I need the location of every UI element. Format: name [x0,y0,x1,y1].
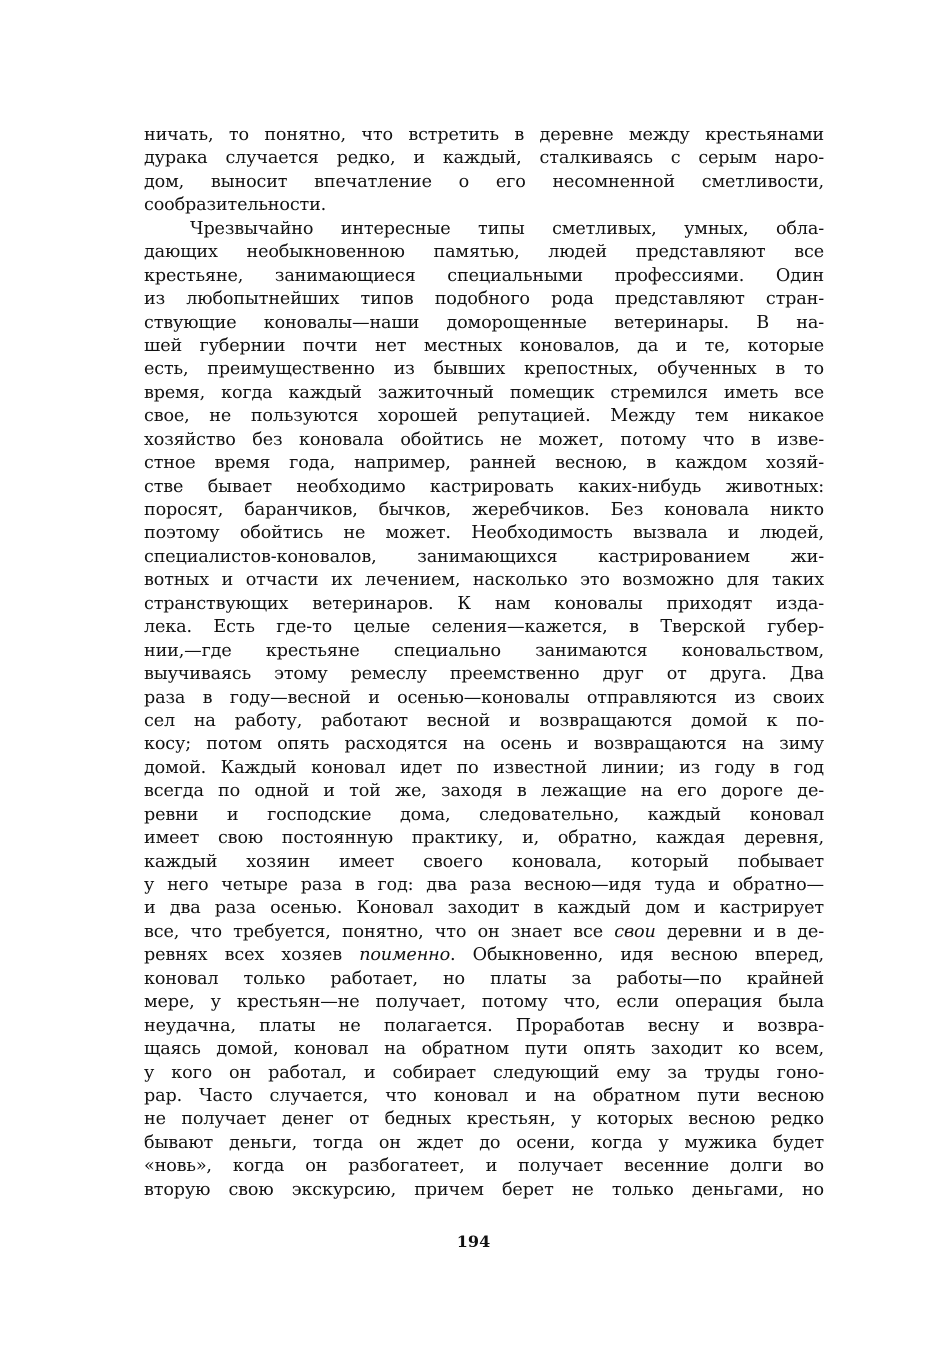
text-line: имеет свою постоянную практику, и, обратно, каждая деревня, [144,828,824,849]
text-line: сел на работу, работают весной и возвращаются домой к по- [144,710,824,731]
text-line: стве бывает необходимо кастрировать каких-нибудь животных: [144,476,824,497]
text-line: лека. Есть где-то целые селения—кажется, в Тверской губер- [144,617,824,638]
text-line: ничать, то понятно, что встретить в деревне между крестьянами [144,125,824,145]
page-number: 194 [456,1232,491,1251]
text-line: всегда по одной и той же, заходя в лежащие на его дороге де- [144,781,824,802]
text-line: каждый хозяин имеет своего коновала, который побывает [144,851,824,872]
text-line: и два раза осенью. Коновал заходит в каждый дом и кастрирует [144,898,824,919]
text-line: дающих необыкновенною памятью, людей представляют все [144,242,824,263]
text-line: у него четыре раза в год: два раза весною—идя туда и обратно— [144,875,824,895]
text-line: коновал только работает, но платы за работы—по крайней [144,968,824,989]
text-line: мере, у крестьян—не получает, потому что, если операция была [144,992,824,1013]
text-line: хозяйство без коновала обойтись не может, потому что в изве- [144,429,824,450]
text-line: дурака случается редко, и каждый, сталкиваясь с серым наро- [144,148,824,169]
text-line: дом, выносит впечатление о его несомненной сметливости, [144,171,824,192]
text-line: вотных и отчасти их лечением, насколько это возможно для таких [144,570,824,591]
text-line: рар. Часто случается, что коновал и на обратном пути весною [144,1085,824,1106]
text-line: ствующие коновалы—наши доморощенные ветеринары. В на- [144,312,824,333]
text-line: шей губернии почти нет местных коновалов, да и те, которые [144,335,824,356]
book-page-text [144,124,824,1202]
text-line: есть, преимущественно из бывших крепостных, обученных в то [144,359,824,380]
paragraph [144,124,824,218]
text-line: крестьяне, занимающиеся специальными профессиями. Один [144,265,824,286]
text-line: сообразительности. [144,195,327,216]
text-line: «новь», когда он разбогатеет, и получает весенние долги во [144,1156,824,1177]
text-line: специалистов-коновалов, занимающихся кастрированием жи- [144,546,824,567]
text-line: нии,—где крестьяне специально занимаются коновальством, [144,640,824,661]
text-line: неудачна, платы не полагается. Проработав весну и возвра- [144,1015,824,1036]
paragraph [144,218,824,1202]
text-line: косу; потом опять расходятся на осень и возвращаются на зиму [144,734,824,755]
text-line: поросят, баранчиков, бычков, жеребчиков. Без коновала никто [144,500,824,520]
text-line: все, что требуется, понятно, что он знает все свои деревни и в де- [144,921,824,942]
text-line: щаясь домой, коновал на обратном пути опять заходит ко всем, [144,1039,824,1060]
text-line: время, когда каждый зажиточный помещик стремился иметь все [144,382,824,403]
text-line: странствующих ветеринаров. К нам коновалы приходят изда- [144,593,824,614]
text-line: Чрезвычайно интересные типы сметливых, умных, обла- [190,218,824,239]
text-line: свое, не пользуются хорошей репутацией. Между тем никакое [144,406,824,427]
text-line: вторую свою экскурсию, причем берет не только деньгами, но [144,1179,824,1200]
text-line: ревни и господские дома, следовательно, каждый коновал [144,804,824,825]
text-line: выучиваясь этому ремеслу преемственно друг от друга. Два [144,664,824,685]
text-line: ревнях всех хозяев поименно. Обыкновенно, идя весною вперед, [144,945,824,966]
text-line: домой. Каждый коновал идет по известной линии; из году в год [144,757,824,778]
text-line: из любопытнейших типов подобного рода представляют стран- [144,289,824,310]
text-line: стное время года, например, ранней весною, в каждом хозяй- [144,453,824,474]
text-line: у кого он работал, и собирает следующий ему за труды гоно- [144,1062,824,1083]
text-line: поэтому обойтись не может. Необходимость вызвала и людей, [144,523,824,544]
text-line: не получает денег от бедных крестьян, у которых весною редко [144,1109,824,1130]
text-line: бывают деньги, тогда он ждет до осени, когда у мужика будет [144,1132,824,1153]
text-line: раза в году—весной и осенью—коновалы отправляются из своих [144,687,824,708]
